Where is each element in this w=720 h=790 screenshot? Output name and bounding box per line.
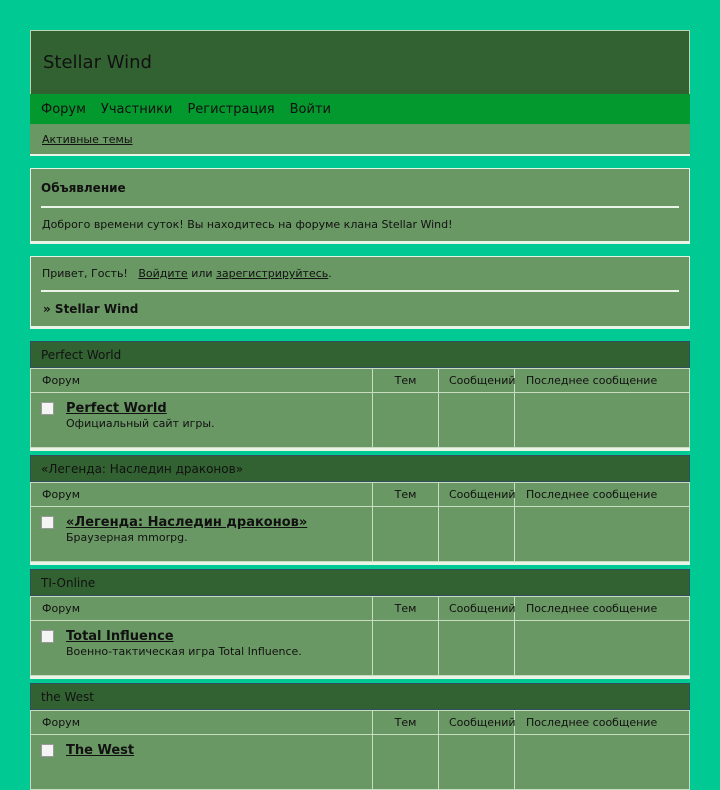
col-forum: Форум — [31, 711, 373, 735]
forum-description: Официальный сайт игры. — [66, 417, 215, 430]
category-ti-online — [30, 569, 690, 679]
col-topics: Тем — [373, 369, 439, 393]
category-title: «Легенда: Наследин драконов» — [30, 455, 690, 482]
col-last-post: Последнее сообщение — [515, 369, 690, 393]
forum-table — [30, 482, 690, 562]
col-posts: Сообщений — [439, 483, 515, 507]
nav-register[interactable]: Регистрация — [187, 101, 275, 117]
welcome-box — [30, 256, 690, 329]
nav-login[interactable]: Войти — [289, 101, 331, 117]
posts-cell — [439, 393, 515, 448]
posts-cell — [439, 621, 515, 676]
forum-link[interactable]: Perfect World — [66, 401, 167, 416]
table-header-row — [31, 483, 690, 507]
category-title: Perfect World — [30, 341, 690, 368]
last-post-cell — [515, 735, 690, 790]
topics-cell — [373, 621, 439, 676]
forum-description: Браузерная mmorpg. — [66, 531, 188, 544]
site-header — [30, 30, 690, 94]
col-last-post: Последнее сообщение — [515, 711, 690, 735]
main-nav — [30, 94, 690, 124]
greeting: Привет, Гость! — [42, 267, 128, 280]
col-posts: Сообщений — [439, 711, 515, 735]
welcome-line — [41, 257, 679, 290]
forum-cell — [31, 393, 373, 448]
forum-table — [30, 368, 690, 448]
col-topics: Тем — [373, 597, 439, 621]
forum-cell — [31, 507, 373, 562]
site-title: Stellar Wind — [43, 52, 152, 73]
announcement-title: Объявление — [41, 181, 126, 195]
topics-cell — [373, 393, 439, 448]
period-text: . — [328, 267, 332, 280]
forum-description: Военно-тактическая игра Total Influence. — [66, 645, 302, 658]
forum-cell — [31, 621, 373, 676]
table-row — [31, 735, 690, 790]
divider — [30, 562, 690, 565]
col-posts: Сообщений — [439, 597, 515, 621]
col-forum: Форум — [31, 369, 373, 393]
table-row — [31, 621, 690, 676]
table-row — [31, 507, 690, 562]
forum-table — [30, 596, 690, 676]
announcement-text: Доброго времени суток! Вы находитесь на форуме клана Stellar Wind! — [42, 218, 453, 231]
topics-cell — [373, 507, 439, 562]
last-post-cell — [515, 507, 690, 562]
announcement-box — [30, 168, 690, 244]
category-the-west — [30, 683, 690, 790]
col-topics: Тем — [373, 711, 439, 735]
table-header-row — [31, 369, 690, 393]
col-topics: Тем — [373, 483, 439, 507]
forum-table — [30, 710, 690, 790]
table-header-row — [31, 597, 690, 621]
last-post-cell — [515, 621, 690, 676]
category-perfect-world — [30, 341, 690, 451]
posts-cell — [439, 507, 515, 562]
forum-status-icon — [41, 402, 54, 415]
topics-cell — [373, 735, 439, 790]
table-row — [31, 393, 690, 448]
register-link[interactable]: зарегистрируйтесь — [216, 267, 329, 280]
active-topics-link[interactable]: Активные темы — [42, 132, 133, 146]
forum-link[interactable]: Total Influence — [66, 629, 174, 644]
category-legend — [30, 455, 690, 565]
category-title: TI-Online — [30, 569, 690, 596]
posts-cell — [439, 735, 515, 790]
nav-members[interactable]: Участники — [100, 101, 173, 117]
breadcrumb: » Stellar Wind — [43, 302, 139, 316]
nav-forum[interactable]: Форум — [41, 101, 86, 117]
forum-link[interactable]: «Легенда: Наследин драконов» — [66, 515, 308, 530]
forum-cell — [31, 735, 373, 790]
divider — [30, 676, 690, 679]
sub-nav — [30, 124, 690, 156]
forum-status-icon — [41, 630, 54, 643]
col-forum: Форум — [31, 597, 373, 621]
forum-status-icon — [41, 516, 54, 529]
divider — [30, 448, 690, 451]
or-text: или — [191, 267, 213, 280]
col-last-post: Последнее сообщение — [515, 597, 690, 621]
last-post-cell — [515, 393, 690, 448]
col-last-post: Последнее сообщение — [515, 483, 690, 507]
col-posts: Сообщений — [439, 369, 515, 393]
forum-status-icon — [41, 744, 54, 757]
forum-link[interactable]: The West — [66, 743, 135, 758]
col-forum: Форум — [31, 483, 373, 507]
category-title: the West — [30, 683, 690, 710]
login-link[interactable]: Войдите — [138, 267, 188, 280]
table-header-row — [31, 711, 690, 735]
